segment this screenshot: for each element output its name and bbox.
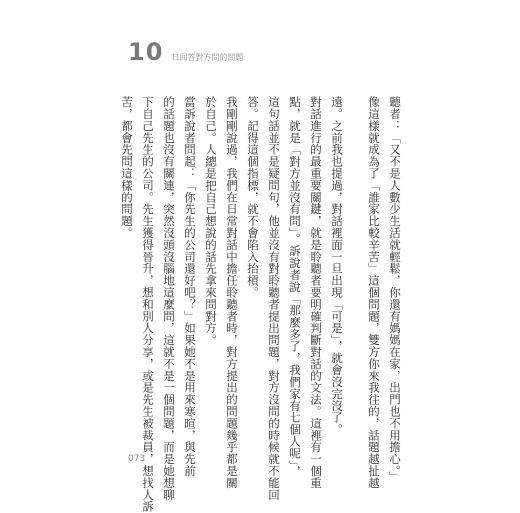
text-column: 點，就是「對方並沒有問」。訴說者說「那麼多了，我們家有七個人呢」， — [288, 96, 302, 478]
chapter-header — [128, 38, 243, 66]
text-column: 當訴說者問起：「你先生的公司還好吧？」如果她不是用來寒暄，與先前 — [183, 96, 197, 477]
text-column: 像這樣就成為了「誰家比較辛苦」這個問題，雙方你來我往的，話題越扯越 — [367, 96, 381, 489]
text-column: 遠。之前我也提過，對話裡面一旦出現「可是」，就會沒完沒了。 — [330, 96, 344, 436]
text-column: 這句話並不是疑問句，他並沒有對聆聽者提出問題，對方沒問的時候就不能回 — [267, 96, 281, 501]
text-column: 的話題也沒有關連，突然沒頭沒腦地這麼問，這就不是一個問題，而是她想聊 — [162, 96, 176, 501]
text-column: 對話進行的最重要關鍵，就是聆聽者要明確判斷對話的文法。這裡有一個重 — [309, 96, 323, 489]
text-column: 答。記得這個指標，就不會陷入抬槓。 — [246, 96, 260, 299]
text-column: 聽者：「又不是人數少生活就輕鬆，你還有媽媽在家，出門也不用擔心。」 — [388, 96, 402, 483]
page-number: 073 — [128, 454, 146, 464]
chapter-number: 10 — [128, 38, 164, 66]
text-column: 於自己。人總是把自己想說的話先拿來問對方。 — [204, 96, 218, 346]
text-column: 下自己先生的公司。先生獲得晉升，想和別人分享，或是先生被裁員，想找人訴 — [141, 96, 155, 513]
text-column: 苦，都會先問這樣的問題。 — [120, 96, 134, 239]
chapter-title: 日回答對方問的問題 — [171, 53, 244, 62]
text-column: 我剛剛說過，我們在日常對話中擔任聆聽者時，對方提出的問題幾乎都是關 — [225, 96, 239, 489]
